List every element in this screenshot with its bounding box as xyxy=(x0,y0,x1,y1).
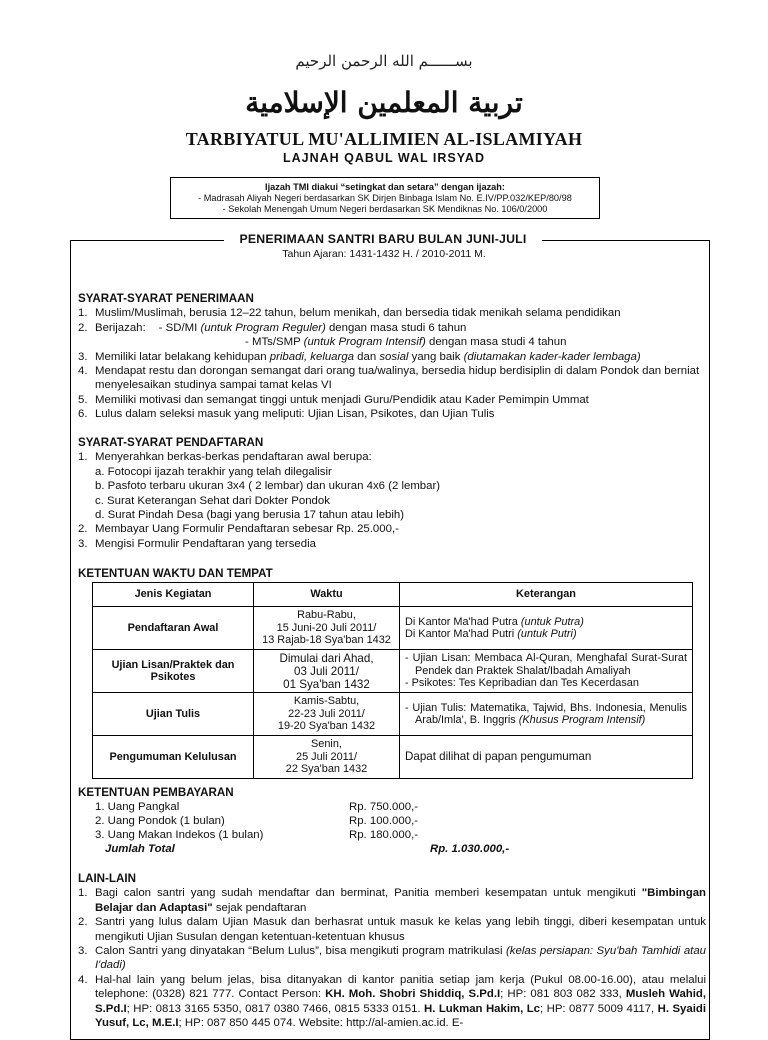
section-syarat-penerimaan xyxy=(78,292,706,422)
table-cell: Di Kantor Ma'had Putra (untuk Putra) Di Kantor Ma'had Putri (untuk Putri) xyxy=(400,607,693,650)
list-item: 4. Mendapat restu dan dorongan semangat dari orang tua/walinya, bersedia hidup berdisiplin di dalam Pondok dan berniat menyelesaikan studinya sampai tamat kelas VI xyxy=(78,365,700,392)
table-row xyxy=(93,736,693,779)
list-item: 4. Hal-hal lain yang belum jelas, bisa ditanyakan di kantor panitia setiap jam kerja (Pukul 08.00-16.00), atau melalui telephone: (0328) 821 777. Contact Person: KH. Moh. Shobri Shiddiq, S.Pd.I; HP: 081 803 082 333, Musleh Wahid, S.Pd.I; HP: 0813 3165 5350, 0817 0380 7466, 0815 5333 0151. H. Lukman Hakim, Lc; HP: 0877 5009 4117, H. Syaidi Yusuf, Lc, M.E.I; HP: 087 850 445 074. Website: http://al-amien.ac.id. E- xyxy=(78,973,707,1030)
schedule-table xyxy=(92,582,693,779)
table-header: Keterangan xyxy=(400,583,693,607)
arabic-title: تربية المعلمين الإسلامية xyxy=(245,86,523,119)
list-item: 2. Santri yang lulus dalam Ujian Masuk dan berhasrat untuk masuk ke kelas yang lebih tinggi, diberi kesempatan untuk mengikuti Ujian Susulan dengan ketentuan-ketentuan khusus xyxy=(78,916,706,943)
list-subitem: b. Pasfoto terbaru ukuran 3x4 ( 2 lembar) dan ukuran 4x6 (2 lembar) xyxy=(95,480,441,493)
table-cell: Dapat dilihat di papan pengumuman xyxy=(400,736,693,779)
table-cell: Dimulai dari Ahad, 03 Juli 2011/ 01 Sya'ban 1432 xyxy=(254,650,400,693)
table-header: Jenis Kegiatan xyxy=(93,583,254,607)
section-ketentuan-waktu xyxy=(78,567,706,581)
list-item: 5. Memiliki motivasi dan semangat tinggi untuk menjadi Guru/Pendidik atau Kader Pemimpin Ummat xyxy=(78,393,589,406)
payment-row: 3. Uang Makan Indekos (1 bulan) Rp. 180.000,- xyxy=(95,829,419,842)
table-row xyxy=(93,693,693,736)
table-row xyxy=(93,607,693,650)
section-lain-lain xyxy=(78,872,706,1030)
list-item: 1. Bagi calon santri yang sudah mendaftar dan berminat, Panitia memberi kesempatan untuk mengikuti "Bimbingan Belajar dan Adaptasi" sejak pendaftaran xyxy=(78,887,706,914)
list-item: 2. Membayar Uang Formulir Pendaftaran sebesar Rp. 25.000,- xyxy=(78,523,399,536)
notice-line: - Sekolah Menengah Umum Negeri berdasarkan SK Mendiknas No. 106/0/2000 xyxy=(222,203,548,214)
table-cell: - Ujian Lisan: Membaca Al-Quran, Menghafal Surat-Surat Pendek dan Praktek Shalat/Ibadah Amaliyah - Psikotes: Tes Kepribadian dan Tes Kecerdasan xyxy=(400,650,693,693)
table-cell: Pengumuman Kelulusan xyxy=(93,736,254,779)
list-subitem: a. Fotocopi ijazah terakhir yang telah dilegalisir xyxy=(95,465,332,478)
table-row xyxy=(93,650,693,693)
payment-row: 2. Uang Pondok (1 bulan) Rp. 100.000,- xyxy=(95,815,419,828)
table-header: Waktu xyxy=(254,583,400,607)
table-cell: Rabu-Rabu, 15 Juni-20 Juli 2011/ 13 Rajab-18 Sya'ban 1432 xyxy=(254,607,400,650)
institution-title: TARBIYATUL MU'ALLIMIEN AL-ISLAMIYAH xyxy=(185,129,583,149)
table-cell: Ujian Lisan/Praktek dan Psikotes xyxy=(93,650,254,693)
payment-row: 1. Uang Pangkal Rp. 750.000,- xyxy=(95,801,419,814)
section-title: SYARAT-SYARAT PENERIMAAN xyxy=(78,292,254,305)
section-title: LAIN-LAIN xyxy=(78,872,136,885)
accreditation-notice xyxy=(170,177,600,219)
list-item: 2. Berijazah: - SD/MI (untuk Program Reguler) dengan masa studi 6 tahun xyxy=(78,321,467,334)
committee-subtitle: LAJNAH QABUL WAL IRSYAD xyxy=(283,151,485,165)
table-cell: Ujian Tulis xyxy=(93,693,254,736)
list-subitem: c. Surat Keterangan Sehat dari Dokter Pondok xyxy=(95,494,330,507)
academic-year: Tahun Ajaran: 1431-1432 H. / 2010-2011 M. xyxy=(282,248,486,260)
basmala-calligraphy: بســــــم الله الرحمن الرحيم xyxy=(295,52,473,70)
table-cell: Senin, 25 Juli 2011/ 22 Sya'ban 1432 xyxy=(254,736,400,779)
list-item: 3. Mengisi Formulir Pendaftaran yang tersedia xyxy=(78,537,316,550)
notice-head: Ijazah TMI diakui “setingkat dan setara” dengan ijazah: xyxy=(265,182,505,192)
list-item: 6. Lulus dalam seleksi masuk yang meliputi: Ujian Lisan, Psikotes, dan Ujian Tulis xyxy=(78,408,495,421)
list-item: 1. Muslim/Muslimah, berusia 12–22 tahun, belum menikah, dan bersedia tidak menikah selama pendidikan xyxy=(78,307,621,320)
list-subitem: d. Surat Pindah Desa (bagi yang berusia 17 tahun atau lebih) xyxy=(95,509,405,522)
table-header-row xyxy=(93,583,693,607)
list-item: - MTs/SMP (untuk Program Intensif) dengan masa studi 4 tahun xyxy=(245,336,567,349)
notice-line: - Madrasah Aliyah Negeri berdasarkan SK Dirjen Binbaga Islam No. E.IV/PP.032/KEP/80/98 xyxy=(198,192,572,203)
table-cell: - Ujian Tulis: Matematika, Tajwid, Bhs. Indonesia, Menulis Arab/Imla', B. Inggris (Khusus Program Intensif) xyxy=(400,693,693,736)
payment-total-row: Jumlah Total Rp. 1.030.000,- xyxy=(105,843,510,856)
section-syarat-pendaftaran xyxy=(78,436,706,551)
list-item: 3. Memiliki latar belakang kehidupan pribadi, keluarga dan sosial yang baik (diutamakan kader-kader lembaga) xyxy=(78,350,641,363)
table-cell: Kamis-Sabtu, 22-23 Juli 2011/ 19-20 Sya'ban 1432 xyxy=(254,693,400,736)
section-title: SYARAT-SYARAT PENDAFTARAN xyxy=(78,436,264,449)
section-title: KETENTUAN WAKTU DAN TEMPAT xyxy=(78,567,273,580)
table-cell: Pendaftaran Awal xyxy=(93,607,254,650)
section-title: KETENTUAN PEMBAYARAN xyxy=(78,786,234,799)
list-item: 3. Calon Santri yang dinyatakan “Belum Lulus”, bisa mengikuti program matrikulasi (kelas persiapan: Syu'bah Tamhidi atau I'dadi) xyxy=(78,945,706,972)
main-heading: PENERIMAAN SANTRI BARU BULAN JUNI-JULI xyxy=(224,231,542,247)
list-item: 1. Menyerahkan berkas-berkas pendaftaran awal berupa: xyxy=(78,451,372,464)
section-pembayaran xyxy=(78,786,706,856)
